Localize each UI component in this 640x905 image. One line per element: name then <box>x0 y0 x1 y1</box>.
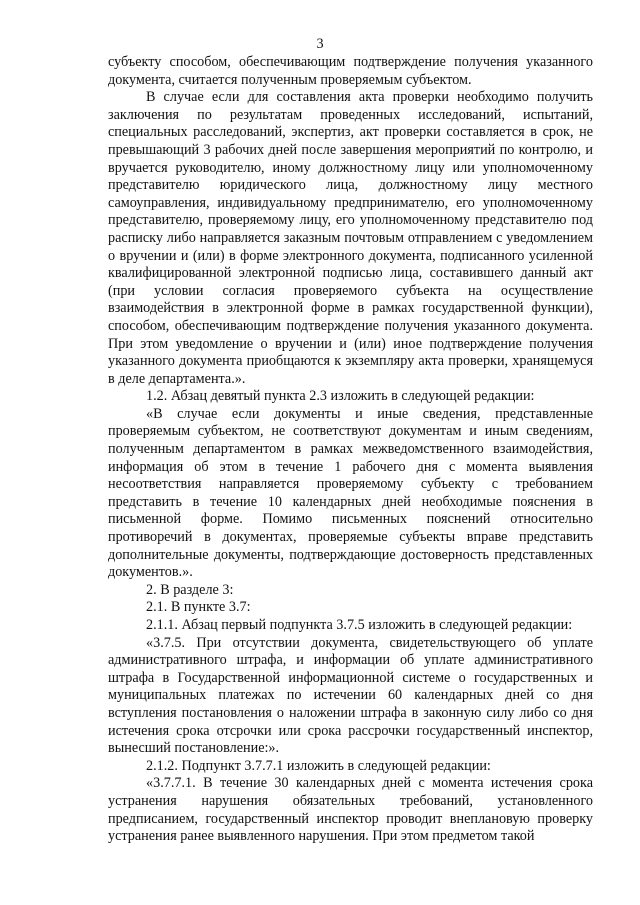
paragraph-section-3: 2. В разделе 3: <box>146 581 234 598</box>
paragraph-documents-discrepancy: «В случае если документы и иные сведения, представленные проверяемым субъектом, не соответствуют документам и иным сведениям, полученным департаментом в рамках межведомственного взаимодействия, информация об этом в течение 1 рабочего дня с момента выявления несоответствия направляется проверяемому субъекту с требованием представить в течение 10 календарных дней необходимые пояснения в письменной форме. Помимо письменных пояснений относительно противоречий в документах, проверяемые субъекты вправе представить дополнительные документы, подтверждающие достоверность представленных документов.». <box>108 405 593 581</box>
paragraph-clause-3-7-7-1: «3.7.7.1. В течение 30 календарных дней с момента истечения срока устранения нарушения обязательных требований, установленного предписанием, государственный инспектор проводит внеплановую проверку устранения ранее выявленного нарушения. При этом предметом такой <box>108 775 593 845</box>
paragraph-item-1-2: 1.2. Абзац девятый пункта 2.3 изложить в следующей редакции: <box>146 388 535 405</box>
document-body <box>108 54 593 846</box>
paragraph-item-2-1-1: 2.1.1. Абзац первый подпункта 3.7.5 изложить в следующей редакции: <box>146 617 573 633</box>
page-number: 3 <box>316 36 324 52</box>
paragraph-inspection-act: В случае если для составления акта проверки необходимо получить заключения по результатам проведенных исследований, испытаний, специальных расследований, экспертиз, акт проверки составляется в срок, не превышающий 3 рабочих дней после завершения мероприятий по контролю, и вручается руководителю, иному должностному лицу или уполномоченному представителю юридического лица, должностному лицу местного самоуправления, индивидуальному предпринимателю, его уполномоченному представителю, проверяемому лицу, его уполномоченному представителю под расписку либо направляется заказным почтовым отправлением с уведомлением о вручении и (или) в форме электронного документа, подписанного усиленной квалифицированной электронной подписью лица, составившего данный акт (при условии согласия проверяемого субъекта на осуществление взаимодействия в электронной форме в рамках государственной функции), способом, обеспечивающим подтверждение получения указанного документа. При этом уведомление о вручении и (или) иное подтверждение получения указанного документа приобщаются к экземпляру акта проверки, хранящемуся в деле департамента.». <box>108 89 593 387</box>
paragraph-item-2-1-2: 2.1.2. Подпункт 3.7.7.1 изложить в следующей редакции: <box>146 757 491 774</box>
paragraph-clause-3-7-5: «3.7.5. При отсутствии документа, свидетельствующего об уплате административного штрафа, и информации об уплате административного штрафа в Государственной информационной системе о государственных и муниципальных платежах по истечении 60 календарных дней со дня вступления постановления о наложении штрафа в законную силу либо со дня истечения срока отсрочки или срока рассрочки государственный инспектор, вынесший постановление:». <box>108 634 593 757</box>
paragraph-item-2-1: 2.1. В пункте 3.7: <box>146 599 251 616</box>
paragraph-continuation: субъекту способом, обеспечивающим подтверждение получения указанного документа, считается полученным проверяемым субъектом. <box>108 54 593 88</box>
